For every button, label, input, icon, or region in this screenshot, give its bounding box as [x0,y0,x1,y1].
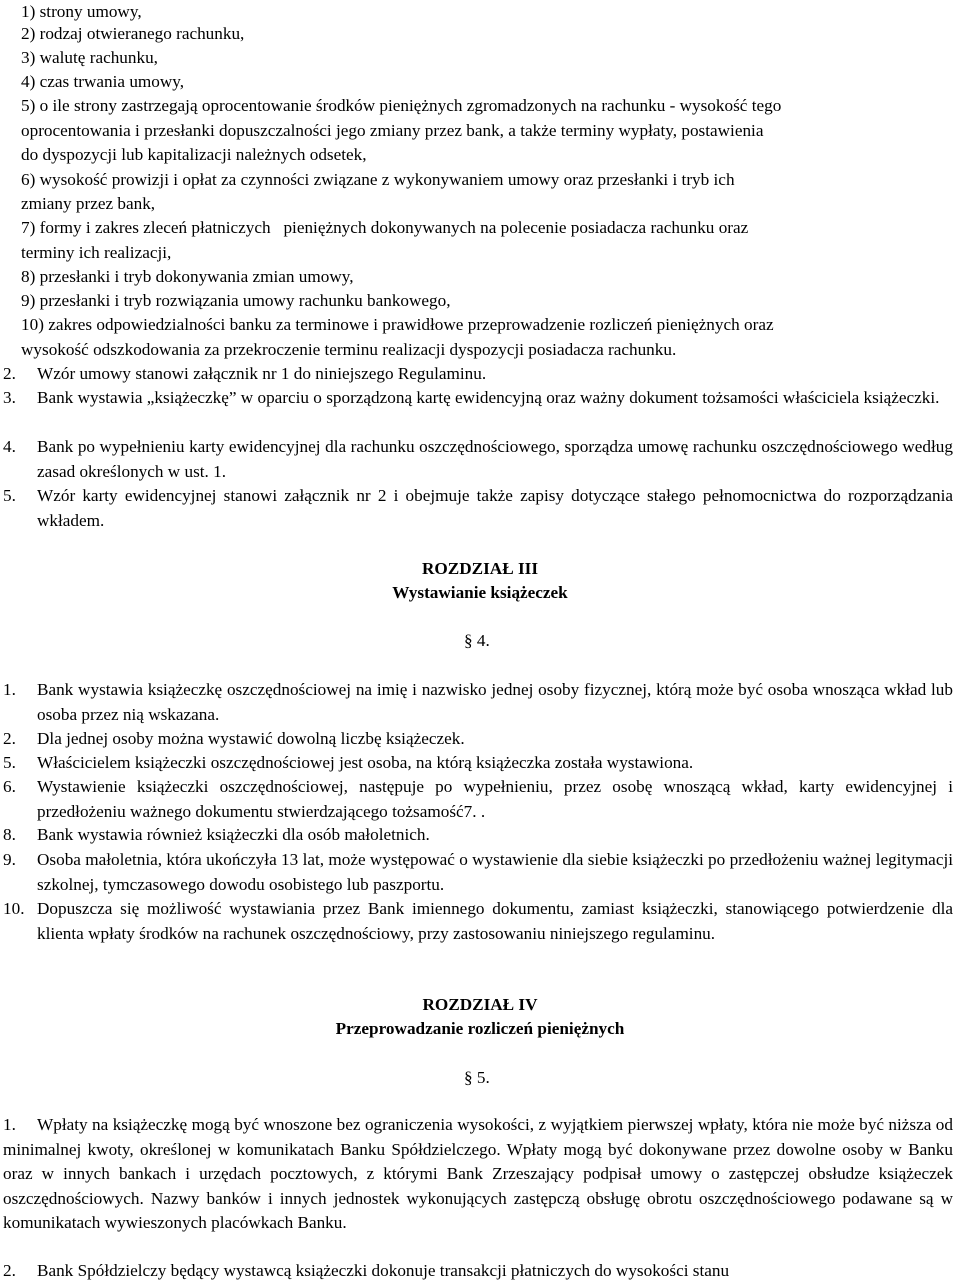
numbered-item [3,435,953,484]
item-number: 4. [3,437,16,456]
numbered-item [3,848,953,897]
item-number: 9. [3,850,16,869]
item-text: Dopuszcza się możliwość wystawiania przez Bank imiennego dokumentu, zamiast książeczki, stanowiącego potwierdzenie dla klienta wpłaty środków na rachunek oszczędnościowy, przy zastosowaniu niniejszego regulaminu. [37,899,953,943]
list-line: 8) przesłanki i tryb dokonywania zmian umowy, [21,267,354,286]
item-number: 2. [3,364,16,383]
numbered-item [3,775,953,824]
item-number: 10. [3,899,25,918]
paragraph [3,1259,953,1284]
chapter-heading: ROZDZIAŁ III [421,559,539,578]
list-line: 4) czas trwania umowy, [21,72,185,91]
list-line: wysokość odszkodowania za przekroczenie terminu realizacji dyspozycji posiadacza rachunku. [21,340,677,359]
item-text: Dla jednej osoby można wystawić dowolną liczbę książeczek. [37,729,465,748]
chapter-heading: ROZDZIAŁ IV [422,995,538,1014]
item-number: 1. [3,680,16,699]
section-value: 5. [476,1068,490,1087]
paragraph-number: 1. [3,1115,16,1134]
chapter-title: Przeprowadzanie rozliczeń pieniężnych [335,1019,625,1038]
list-line: 3) walutę rachunku, [21,48,158,67]
list-line: 1) strony umowy, [21,2,142,21]
list-line: 10) zakres odpowiedzialności banku za terminowe i prawidłowe przeprowadzenie rozliczeń pieniężnych oraz [21,315,774,334]
numbered-item [3,362,953,387]
numbered-item [3,897,953,946]
item-text: Wzór umowy stanowi załącznik nr 1 do niniejszego Regulaminu. [37,364,487,383]
numbered-item [3,823,953,848]
paragraph-number: 2. [3,1261,16,1280]
item-number: 5. [3,486,16,505]
list-line: zmiany przez bank, [21,194,156,213]
item-text: Bank po wypełnieniu karty ewidencyjnej dla rachunku oszczędnościowego, sporządza umowę rachunku oszczędnościowego według zasad określonych w ust. 1. [37,437,953,481]
paragraph-text: Wpłaty na książeczkę mogą być wnoszone bez ograniczenia wysokości, z wyjątkiem pierwszej wpłaty, która nie może być niższa od minimalnej kwoty, określonej w komunikatach Banku Spółdzielczego. Wpłaty mogą być dokonywane przez dowolne osoby w Banku oraz w innych bankach i urzędach pocztowych, z którymi Bank Zrzeszający podpisał umowy o zastępczej obsłudze książeczek oszczędnościowych. Nazwy banków i innych jednostek wykonujących zastępczą obsługę obrotu oszczędnościowego podawane są w komunikatach wywieszonych placówkach Banku. [3,1115,953,1232]
chapter-title: Wystawianie książeczek [392,583,568,602]
list-line: 2) rodzaj otwieranego rachunku, [21,24,245,43]
paragraph-text: Bank Spółdzielczy będący wystawcą książeczki dokonuje transakcji płatniczych do wysokości stanu [37,1261,730,1280]
section-value: 4. [476,631,490,650]
item-number: 6. [3,777,16,796]
section-number: § 4. [464,631,490,650]
numbered-item [3,678,953,727]
item-number: 2. [3,729,16,748]
list-line: oprocentowania i przesłanki dopuszczalności jego zmiany przez bank, a także terminy wypłaty, postawienia [21,121,764,140]
list-line: 5) o ile strony zastrzegają oprocentowanie środków pieniężnych zgromadzonych na rachunku - wysokość tego [21,96,782,115]
list-line: 6) wysokość prowizji i opłat za czynności związane z wykonywaniem umowy oraz przesłanki i tryb ich [21,170,735,189]
numbered-item [3,751,953,776]
list-line: 7) formy i zakres zleceń płatniczych pieniężnych dokonywanych na polecenie posiadacza rachunku oraz [21,218,749,237]
item-text: Osoba małoletnia, która ukończyła 13 lat, może występować o wystawienie dla siebie książeczki po przedłożeniu ważnej legitymacji szkolnej, tymczasowego dowodu osobistego lub paszportu. [37,850,953,894]
item-text: Właścicielem książeczki oszczędnościowej jest osoba, na którą książeczka została wystawiona. [37,753,694,772]
list-line: 9) przesłanki i tryb rozwiązania umowy rachunku bankowego, [21,291,451,310]
item-number: 8. [3,825,16,844]
numbered-item [3,727,953,752]
item-number: 5. [3,753,16,772]
section-number: § 5. [464,1068,490,1087]
numbered-item [3,386,953,411]
list-line: terminy ich realizacji, [21,243,172,262]
item-number: 3. [3,388,16,407]
paragraph [3,1113,953,1236]
item-text: Wzór karty ewidencyjnej stanowi załącznik nr 2 i obejmuje także zapisy dotyczące stałego pełnomocnictwa do rozporządzania wkładem. [37,486,953,530]
numbered-item [3,484,953,533]
list-line: do dyspozycji lub kapitalizacji należnych odsetek, [21,145,367,164]
item-text: Bank wystawia również książeczki dla osób małoletnich. [37,825,430,844]
item-text: Bank wystawia „książeczkę” w oparciu o sporządzoną kartę ewidencyjną oraz ważny dokument tożsamości właściciela książeczki. [37,388,940,407]
item-text: Wystawienie książeczki oszczędnościowej, następuje po wypełnieniu, przez osobę wnoszącą wkład, karty ewidencyjnej i przedłożeniu ważnego dokumentu stwierdzającego tożsamość7. . [37,777,953,821]
item-text: Bank wystawia książeczkę oszczędnościowej na imię i nazwisko jednej osoby fizycznej, którą może być osoba wnosząca wkład lub osoba przez nią wskazana. [37,680,953,724]
